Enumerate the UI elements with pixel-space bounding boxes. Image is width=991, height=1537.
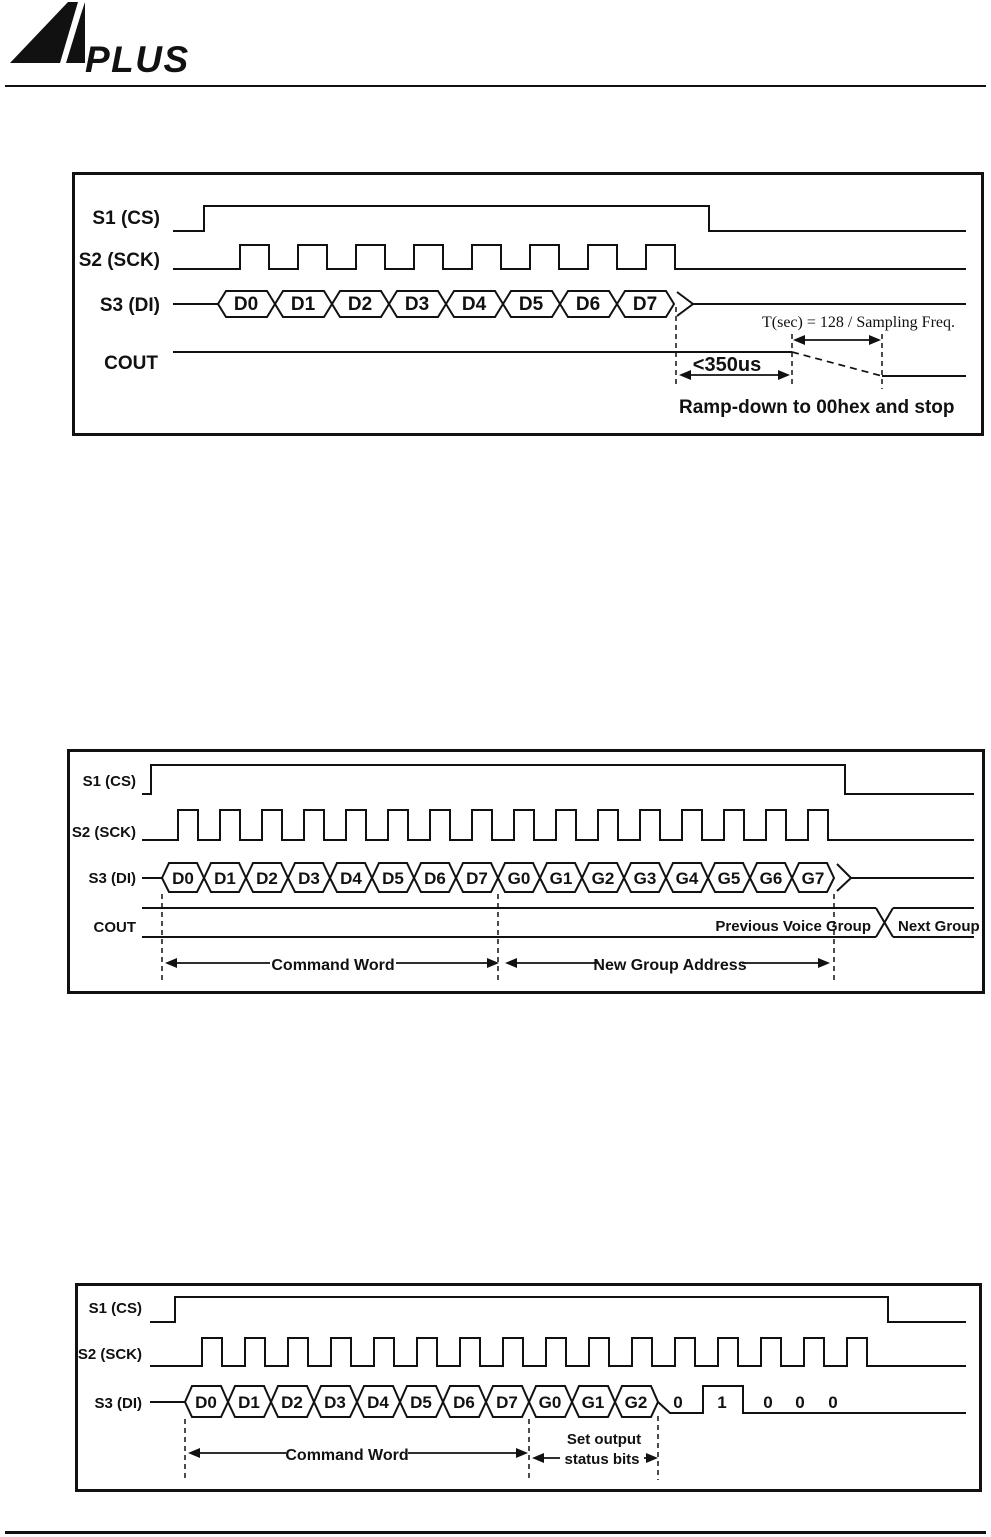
signal-label-cout: COUT — [93, 919, 136, 936]
data-bit-label: D5 — [518, 294, 544, 315]
d2-signal-s3 — [88, 863, 974, 892]
arrowhead-left — [679, 370, 691, 380]
d3-signal-s1 — [89, 1297, 966, 1322]
arrowhead-left — [505, 958, 517, 968]
d3-signal-s3 — [94, 1386, 966, 1417]
data-bit-label: D4 — [340, 869, 362, 888]
data-bit-label: G2 — [624, 1393, 648, 1412]
signal-label-s3: S3 (DI) — [88, 870, 136, 887]
d2-signal-cout — [94, 908, 980, 937]
data-bit-label: G1 — [581, 1393, 605, 1412]
data-bit-label: D1 — [290, 294, 316, 315]
data-bit-label: D2 — [281, 1393, 303, 1412]
data-bit-label: D7 — [496, 1393, 518, 1412]
arrowhead-right — [646, 1453, 658, 1463]
signal-label-s3: S3 (DI) — [94, 1395, 142, 1412]
logo-wordmark: PLUS — [85, 39, 190, 80]
arrowhead-right — [487, 958, 499, 968]
data-bit-label: G6 — [759, 869, 783, 888]
data-bit-label: G0 — [538, 1393, 562, 1412]
arrowhead-right — [818, 958, 830, 968]
waveform-cout-ramp — [792, 352, 882, 376]
status-bit-label: 0 — [763, 1393, 773, 1412]
waveform-s2-clock — [150, 1338, 966, 1366]
status-bit-label: 1 — [717, 1393, 727, 1412]
data-bit-label: D5 — [382, 869, 404, 888]
data-bit-label: D0 — [195, 1393, 217, 1412]
status-bit-label: 0 — [673, 1393, 683, 1412]
annotation-delay: <350us — [692, 354, 762, 376]
timing-diagram-group-address — [65, 747, 987, 997]
timing-diagram-status-bits — [73, 1281, 985, 1495]
data-bit-label: D7 — [466, 869, 488, 888]
annotation-command-word: Command Word — [271, 957, 395, 974]
annotation-set-output-line1: Set output — [566, 1431, 642, 1448]
data-bit-label: D6 — [453, 1393, 475, 1412]
waveform-s1 — [142, 765, 974, 794]
data-bit-label: D0 — [233, 294, 259, 315]
signal-label-s1: S1 (CS) — [82, 773, 136, 790]
logo-triangle-blade — [10, 2, 78, 63]
waveform-s2-clock — [173, 245, 966, 269]
data-bit-label: D3 — [404, 294, 430, 315]
annotation-ramp-down: Ramp-down to 00hex and stop — [679, 397, 955, 418]
data-bit-label: G7 — [801, 869, 825, 888]
signal-label-s2: S2 (SCK) — [77, 1346, 142, 1363]
annotation-command-word: Command Word — [285, 1447, 409, 1464]
signal-label-cout: COUT — [104, 353, 158, 374]
aplus-logo — [5, 0, 205, 90]
arrowhead-left — [188, 1448, 200, 1458]
waveform-status-bits — [658, 1386, 966, 1413]
signal-label-s3: S3 (DI) — [99, 295, 160, 316]
data-bit-label: D6 — [575, 294, 601, 315]
arrowhead-right — [778, 370, 790, 380]
d3-signal-s2 — [78, 1338, 966, 1366]
timing-diagram-ramp-down — [70, 170, 987, 439]
footer-rule — [5, 1531, 986, 1534]
signal-label-s2: S2 (SCK) — [71, 824, 136, 841]
data-bit-label: D1 — [238, 1393, 260, 1412]
signal-label-s1: S1 (CS) — [88, 1300, 142, 1317]
status-bit-label: 0 — [828, 1393, 838, 1412]
data-bit-label: G3 — [633, 869, 657, 888]
header-rule — [5, 85, 986, 87]
data-bit-label: D2 — [256, 869, 278, 888]
d2-signal-s2 — [72, 810, 974, 841]
data-bit-label: D3 — [324, 1393, 346, 1412]
data-bit-label: D4 — [461, 294, 487, 315]
data-bit-label: D1 — [214, 869, 236, 888]
arrowhead-left — [532, 1453, 544, 1463]
data-bit-label: D3 — [298, 869, 320, 888]
data-bus-end-tip — [677, 292, 693, 316]
data-bit-label: G1 — [549, 869, 573, 888]
d1-signal-s2 — [79, 245, 966, 271]
data-bit-label: G0 — [507, 869, 531, 888]
annotation-next-group: Next Group — [898, 918, 980, 935]
waveform-s1 — [173, 206, 966, 231]
d2-signal-s1 — [83, 765, 974, 794]
data-bit-label: G2 — [591, 869, 615, 888]
data-bit-label: D5 — [410, 1393, 432, 1412]
d1-annotations — [676, 307, 955, 418]
d1-signal-cout — [104, 352, 966, 376]
arrowhead-right — [516, 1448, 528, 1458]
annotation-set-output-line2: status bits — [564, 1451, 640, 1468]
annotation-previous-voice-group: Previous Voice Group — [715, 918, 871, 935]
signal-label-s1: S1 (CS) — [92, 208, 160, 229]
status-bit-label: 0 — [795, 1393, 805, 1412]
data-bit-label: D7 — [632, 294, 658, 315]
data-bit-label: D4 — [367, 1393, 389, 1412]
arrowhead-left — [793, 335, 805, 345]
signal-label-s2: S2 (SCK) — [78, 250, 160, 271]
arrowhead-left — [165, 958, 177, 968]
data-bit-label: D6 — [424, 869, 446, 888]
d1-signal-s1 — [92, 206, 966, 231]
d3-annotations — [185, 1416, 658, 1480]
waveform-s1 — [150, 1297, 966, 1322]
data-bit-label: D2 — [347, 294, 373, 315]
data-bit-label: D0 — [172, 869, 194, 888]
data-bit-label: G5 — [717, 869, 741, 888]
waveform-s2-clock — [142, 810, 974, 840]
arrowhead-right — [869, 335, 881, 345]
annotation-new-group-address: New Group Address — [593, 957, 747, 974]
annotation-period: T(sec) = 128 / Sampling Freq. — [762, 314, 955, 331]
data-bit-label: G4 — [675, 869, 699, 888]
data-bus-end-tip — [837, 864, 851, 891]
